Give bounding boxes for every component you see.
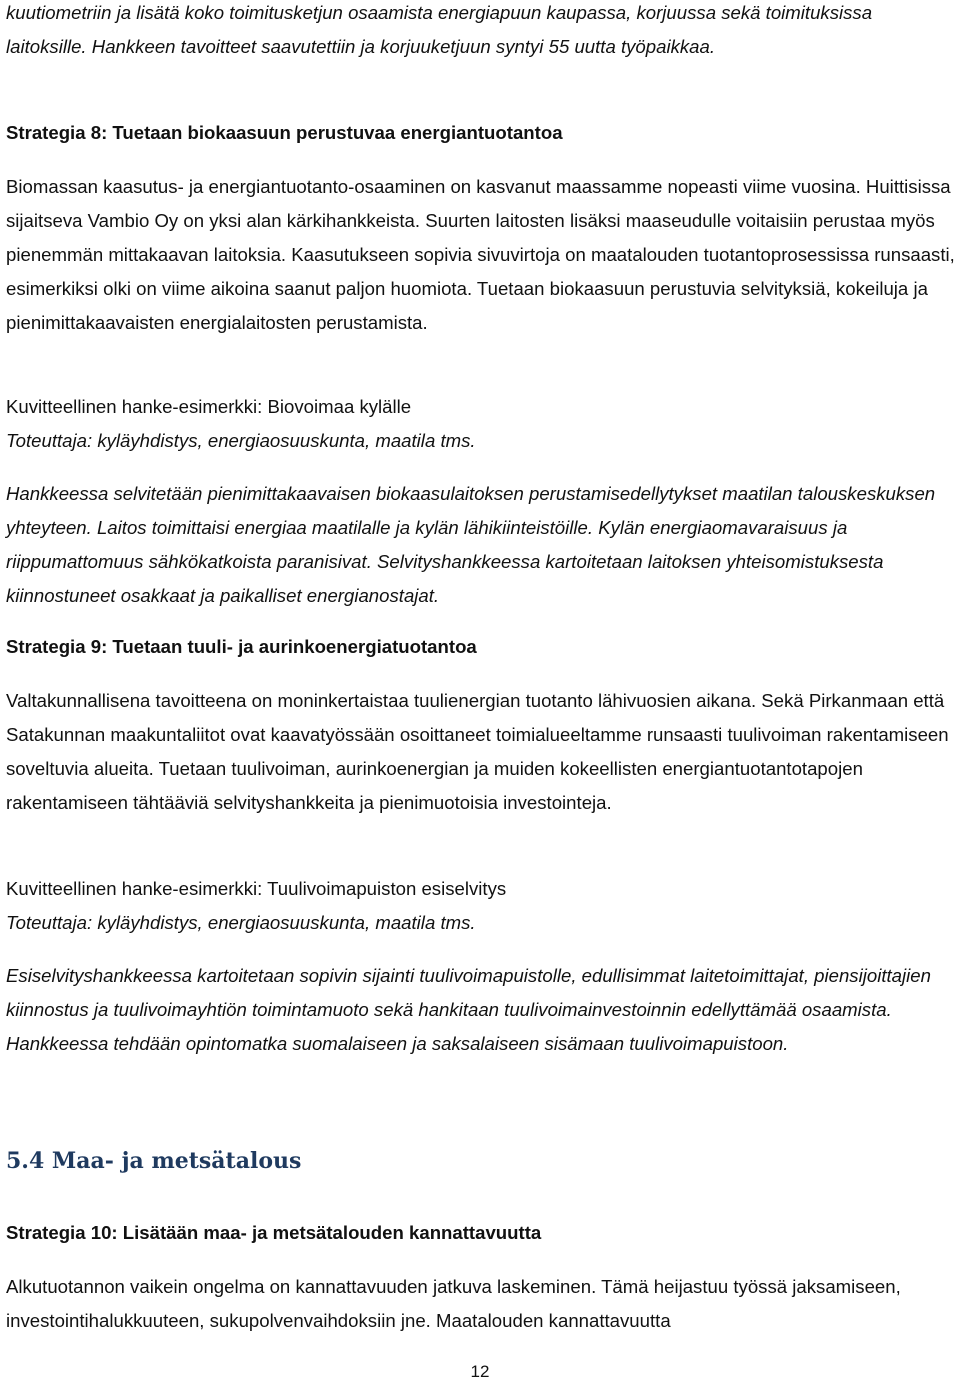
strategy-9-example-body: Esiselvityshankkeessa kartoitetaan sopivin sijainti tuulivoimapuistolle, edullisimmat laitetoimittajat, piensijoittajien kiinnostus ja tuulivoimayhtiön toimintamuoto sekä hankitaan tuulivoimainvestoinnin edellyttämää osaamista. Hankkeessa tehdään opintomatka suomalaiseen ja saksalaiseen sisämaan tuulivoimapuistoon. — [6, 965, 931, 1054]
strategy-9-heading: Strategia 9: Tuetaan tuuli- ja aurinkoenergiatuotantoa — [6, 636, 477, 657]
strategy-8-example-actor: Toteuttaja: kyläyhdistys, energiaosuuskunta, maatila tms. — [6, 430, 476, 451]
strategy-10-heading: Strategia 10: Lisätään maa- ja metsätalouden kannattavuutta — [6, 1222, 542, 1243]
strategy-8-example-title: Kuvitteellinen hanke-esimerkki: Biovoimaa kylälle — [6, 396, 412, 417]
strategy-8-example-body: Hankkeessa selvitetään pienimittakaavaisen biokaasulaitoksen perustamisedellytykset maatilan talouskeskuksen yhteyteen. Laitos toimittaisi energiaa maatilalle ja kylän lähikiinteistöille. Kylän energiaomavaraisuus ja riippumattomuus sähkökatkoista paranisivat. Selvityshankkeessa kartoitetaan laitoksen yhteisomistuksesta kiinnostuneet osakkaat ja paikalliset energianostajat. — [6, 483, 936, 606]
top-paragraph: kuutiometriin ja lisätä koko toimitusketjun osaamista energiapuun kaupassa, korjuussa sekä toimituksissa laitoksille. Hankkeen tavoitteet saavutettiin ja korjuuketjuun syntyi 55 uutta työpaikkaa. — [6, 2, 873, 57]
strategy-9-body: Valtakunnallisena tavoitteena on moninkertaistaa tuulienergian tuotanto lähivuosien aikana. Sekä Pirkanmaan että Satakunnan maakuntaliitot ovat kaavatyössään osoittaneet toimialueeltamme runsaasti tuulivoiman rakentamiseen soveltuvia alueita. Tuetaan tuulivoiman, aurinkoenergian ja muiden kokeellisten energiantuotantotapojen rakentamiseen tähtääviä selvityshankkeita ja pienimuotoisia investointeja. — [6, 690, 949, 813]
strategy-9-example-title: Kuvitteellinen hanke-esimerkki: Tuulivoimapuiston esiselvitys — [6, 878, 507, 899]
page-number: 12 — [470, 1362, 490, 1381]
strategy-10-body: Alkutuotannon vaikein ongelma on kannattavuuden jatkuva laskeminen. Tämä heijastuu työssä jaksamiseen, investointihalukkuuteen, sukupolvenvaihdoksiin jne. Maatalouden kannattavuutta — [6, 1276, 901, 1331]
strategy-8-body: Biomassan kaasutus- ja energiantuotanto-osaaminen on kasvanut maassamme nopeasti viime vuosina. Huittisissa sijaitseva Vambio Oy on yksi alan kärkihankkeista. Suurten laitosten lisäksi maaseudulle voitaisiin perustaa myös pienemmän mittakaavan laitoksia. Kaasutukseen sopivia sivuvirtoja on maatalouden tuotantoprosessissa runsaasti, esimerkiksi olki on viime aikoina saanut paljon huomiota. Tuetaan biokaasuun perustuvia selvityksiä, kokeiluja ja pienimittakaavaisten energialaitosten perustamista. — [6, 176, 955, 333]
section-heading: 5.4 Maa- ja metsätalous — [6, 1148, 302, 1174]
strategy-8-heading: Strategia 8: Tuetaan biokaasuun perustuvaa energiantuotantoa — [6, 122, 563, 143]
strategy-9-example-actor: Toteuttaja: kyläyhdistys, energiaosuuskunta, maatila tms. — [6, 912, 476, 933]
